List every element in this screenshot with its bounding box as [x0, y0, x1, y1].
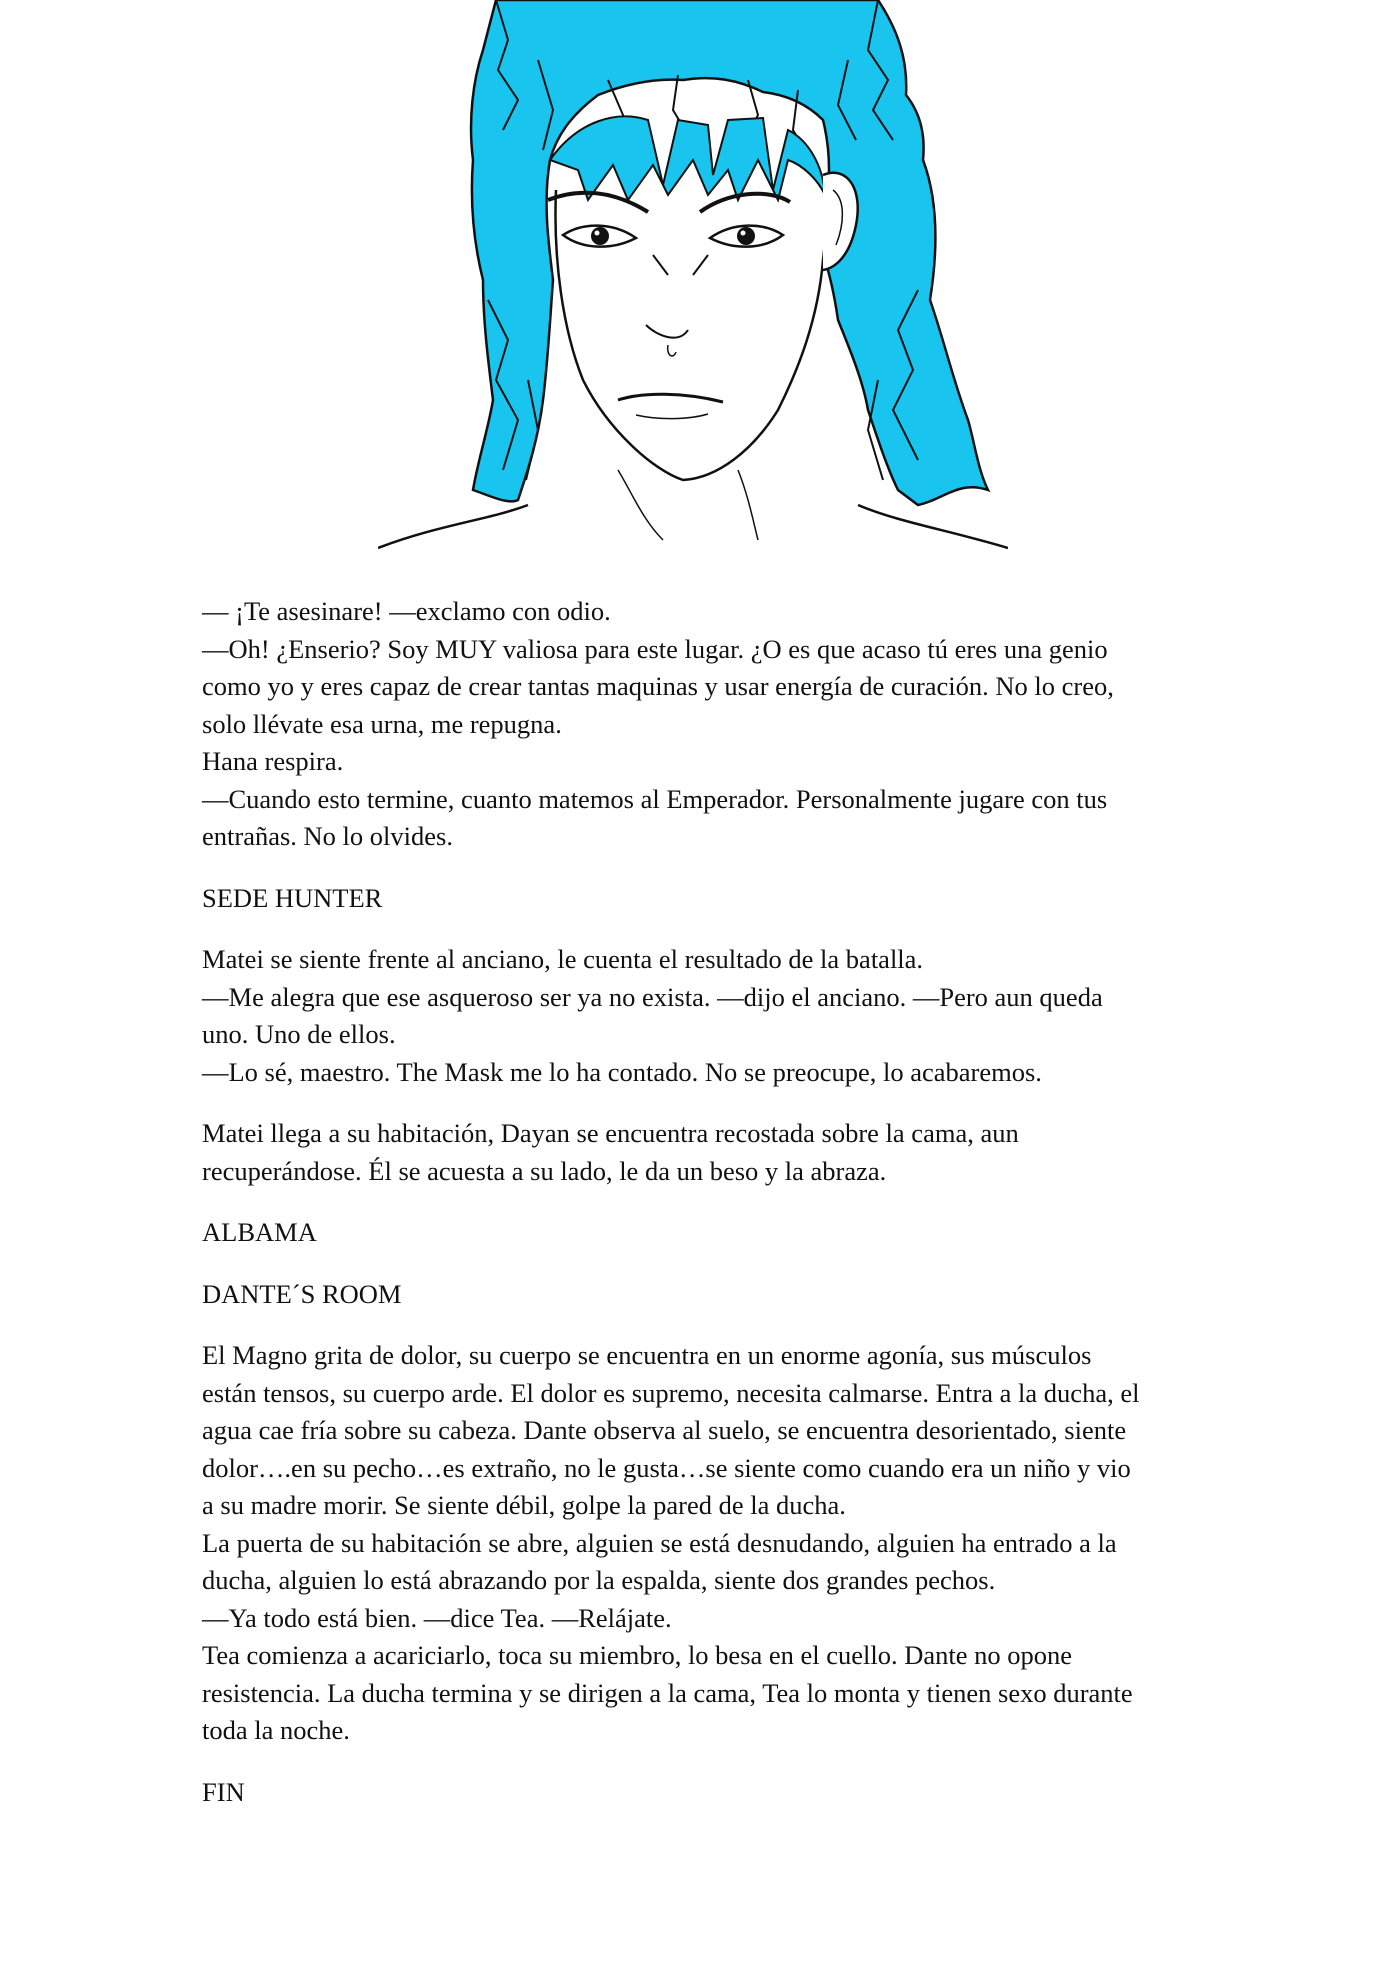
scene-heading-text: SEDE HUNTER: [202, 882, 383, 913]
end-text: FIN: [202, 1776, 245, 1807]
story-text: [202, 593, 1212, 1811]
text-line: están tensos, su cuerpo arde. El dolor es supremo, necesita calmarse. Entra a la ducha, el: [202, 1377, 1140, 1408]
character-portrait-illustration: [378, 0, 1008, 556]
text-line: El Magno grita de dolor, su cuerpo se encuentra en un enorme agonía, sus músculos: [202, 1340, 1092, 1370]
scene-heading-text: DANTE´S ROOM: [202, 1278, 402, 1309]
scene-heading: [202, 1276, 1212, 1314]
paragraph: [202, 941, 1212, 1091]
text-line: a su madre morir. Se siente débil, golpe la pared de la ducha.: [202, 1490, 846, 1520]
text-line: — ¡Te asesinare! —exclamo con odio.: [202, 596, 611, 626]
text-line: agua cae fría sobre su cabeza. Dante observa al suelo, se encuentra desorientado, siente: [202, 1415, 1127, 1445]
text-line: —Oh! ¿Enserio? Soy MUY valiosa para este lugar. ¿O es que acaso tú eres una genio: [202, 633, 1108, 664]
dialogue-block: [202, 593, 1212, 856]
text-line: toda la noche.: [202, 1715, 350, 1745]
neck-shoulders: [378, 505, 1008, 548]
text-line: La puerta de su habitación se abre, alguien se está desnudando, alguien ha entrado a la: [202, 1527, 1117, 1558]
scene-heading: [202, 1214, 1212, 1252]
text-line: entrañas. No lo olvides.: [202, 821, 453, 851]
text-line: —Lo sé, maestro. The Mask me lo ha contado. No se preocupe, lo acabaremos.: [202, 1056, 1042, 1087]
text-line: resistencia. La ducha termina y se dirigen a la cama, Tea lo monta y tienen sexo durante: [202, 1677, 1133, 1708]
text-line: —Cuando esto termine, cuanto matemos al Emperador. Personalmente jugare con tus: [202, 783, 1108, 814]
scene-heading: [202, 880, 1212, 918]
scene-heading-text: ALBAMA: [202, 1217, 317, 1247]
text-line: dolor….en su pecho…es extraño, no le gusta…se siente como cuando era un niño y vio: [202, 1452, 1131, 1483]
text-line: —Me alegra que ese asqueroso ser ya no exista. —dijo el anciano. —Pero aun queda: [202, 981, 1103, 1012]
text-line: ducha, alguien lo está abrazando por la espalda, siente dos grandes pechos.: [202, 1565, 996, 1595]
text-line: recuperándose. Él se acuesta a su lado, le da un beso y la abraza.: [202, 1155, 887, 1186]
text-line: —Ya todo está bien. —dice Tea. —Relájate.: [202, 1602, 672, 1633]
text-line: Hana respira.: [202, 746, 344, 776]
text-line: Tea comienza a acariciarlo, toca su miembro, lo besa en el cuello. Dante no opone: [202, 1640, 1073, 1670]
text-line: solo llévate esa urna, me repugna.: [202, 708, 562, 739]
text-line: como yo y eres capaz de crear tantas maquinas y usar energía de curación. No lo creo,: [202, 671, 1114, 701]
paragraph: [202, 1115, 1212, 1190]
text-line: uno. Uno de ellos.: [202, 1019, 396, 1049]
text-line: Matei se siente frente al anciano, le cuenta el resultado de la batalla.: [202, 944, 924, 974]
text-line: Matei llega a su habitación, Dayan se encuentra recostada sobre la cama, aun: [202, 1118, 1019, 1148]
paragraph: [202, 1337, 1212, 1750]
end-marker: [202, 1774, 1212, 1812]
